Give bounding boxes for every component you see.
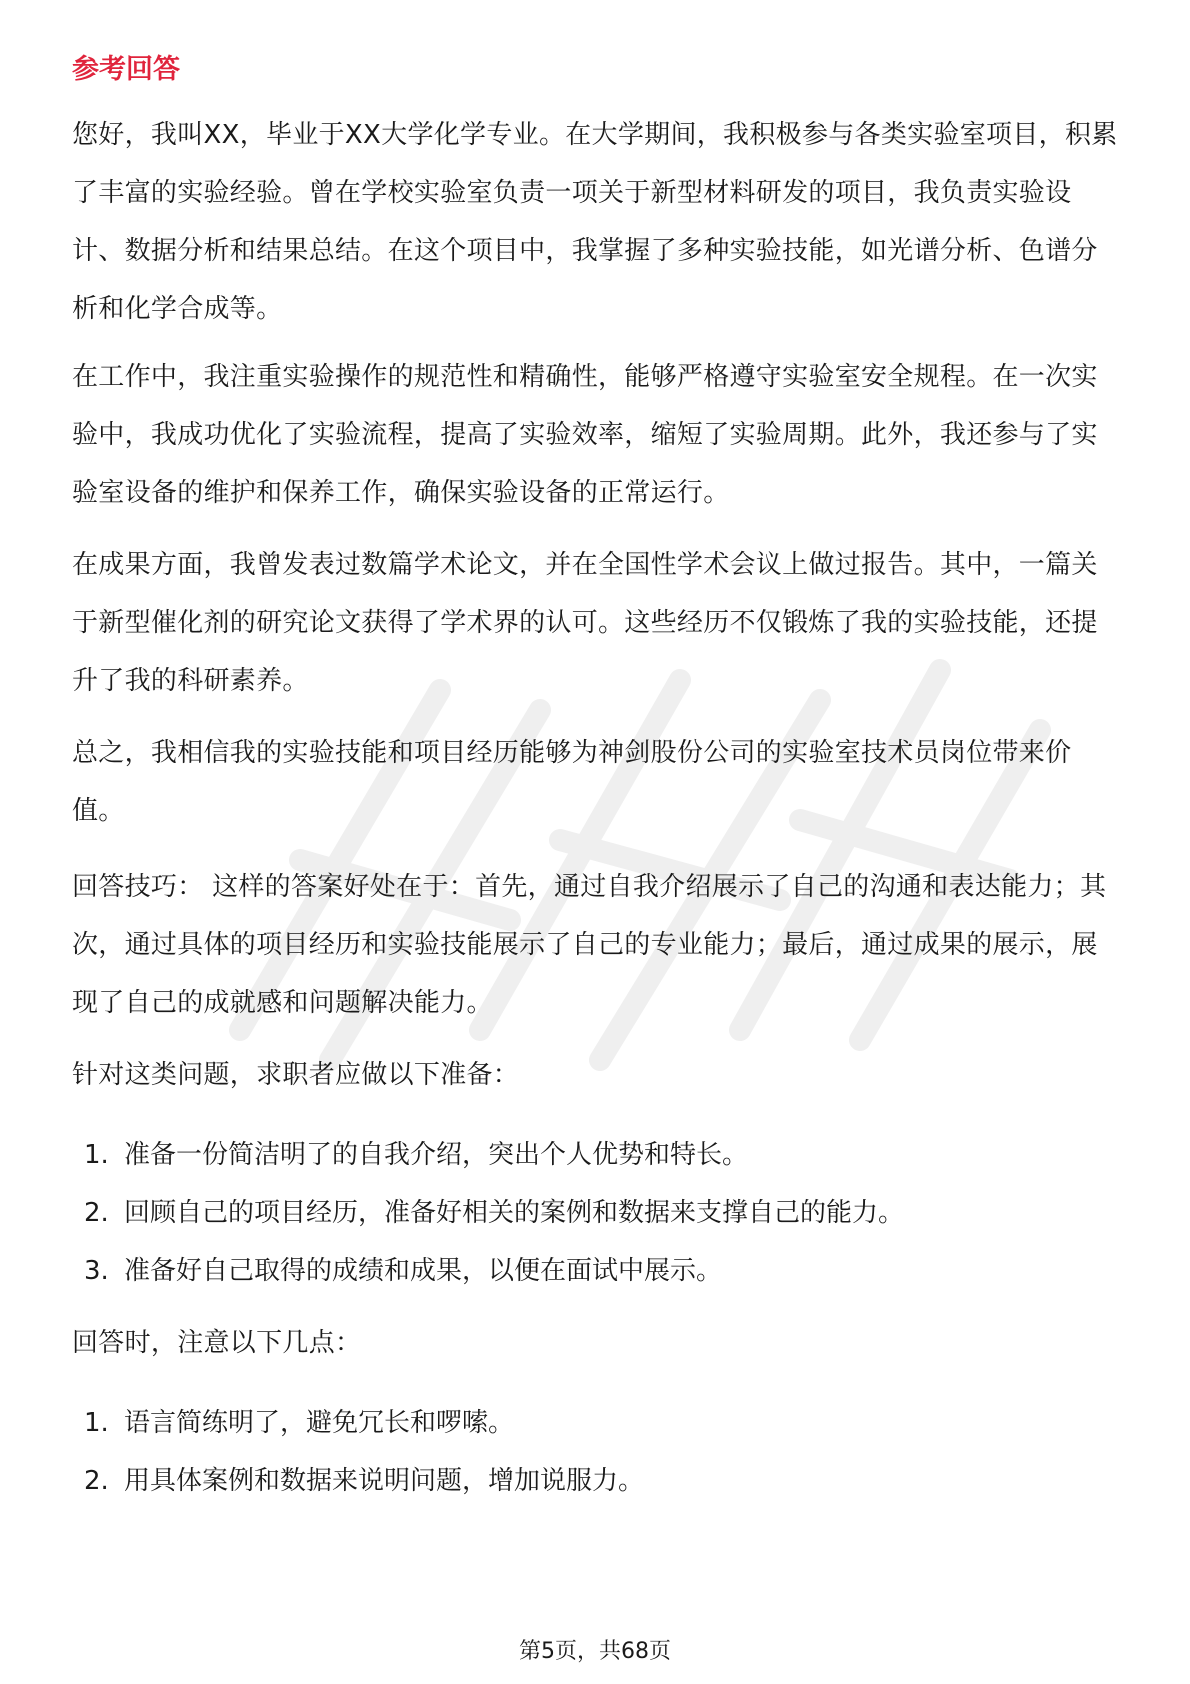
list-number: 2. — [84, 1198, 109, 1228]
paragraph-tips: 回答技巧： 这样的答案好处在于：首先，通过自我介绍展示了自己的沟通和表达能力；其次，通过具体的项目经历和实验技能展示了自己的专业能力；最后，通过成果的展示，展现了自己的成就感和问题解决能力。 — [72, 872, 1107, 1018]
list-item-text: 准备一份简洁明了的自我介绍，突出个人优势和特长。 — [124, 1140, 749, 1170]
prep-list — [72, 1126, 1122, 1300]
notes-heading: 回答时，注意以下几点： — [72, 1328, 362, 1358]
paragraph-prep-heading: 针对这类问题，求职者应做以下准备： — [72, 1060, 520, 1090]
list-item-text: 准备好自己取得的成绩和成果，以便在面试中展示。 — [124, 1256, 723, 1286]
notes-list — [72, 1394, 1122, 1510]
list-item — [72, 1452, 1122, 1510]
list-item-text: 语言简练明了，避免冗长和啰嗦。 — [124, 1408, 515, 1438]
paragraph-intro: 您好，我叫XX，毕业于XX大学化学专业。在大学期间，我积极参与各类实验室项目，积累了丰富的实验经验。曾在学校实验室负责一项关于新型材料研发的项目，我负责实验设计、数据分析和结果总结。在这个项目中，我掌握了多种实验技能，如光谱分析、色谱分析和化学合成等。 — [72, 120, 1118, 324]
list-number: 2. — [84, 1466, 109, 1496]
list-item — [72, 1242, 1122, 1300]
list-item — [72, 1184, 1122, 1242]
section-title: 参考回答 — [72, 54, 180, 85]
list-item-text: 回顾自己的项目经历，准备好相关的案例和数据来支撑自己的能力。 — [124, 1198, 905, 1228]
list-item — [72, 1126, 1122, 1184]
list-number: 3. — [84, 1256, 109, 1286]
list-number: 1. — [84, 1408, 109, 1438]
list-item — [72, 1394, 1122, 1452]
paragraph-work: 在工作中，我注重实验操作的规范性和精确性，能够严格遵守实验室安全规程。在一次实验中，我成功优化了实验流程，提高了实验效率，缩短了实验周期。此外，我还参与了实验室设备的维护和保养工作，确保实验设备的正常运行。 — [72, 362, 1098, 508]
list-number: 1. — [84, 1140, 109, 1170]
paragraph-achievements: 在成果方面，我曾发表过数篇学术论文，并在全国性学术会议上做过报告。其中，一篇关于新型催化剂的研究论文获得了学术界的认可。这些经历不仅锻炼了我的实验技能，还提升了我的科研素养。 — [72, 550, 1098, 696]
page-footer: 第5页，共68页 — [519, 1639, 671, 1664]
paragraph-summary: 总之，我相信我的实验技能和项目经历能够为神剑股份公司的实验室技术员岗位带来价值。 — [72, 738, 1072, 826]
list-item-text: 用具体案例和数据来说明问题，增加说服力。 — [124, 1466, 645, 1496]
